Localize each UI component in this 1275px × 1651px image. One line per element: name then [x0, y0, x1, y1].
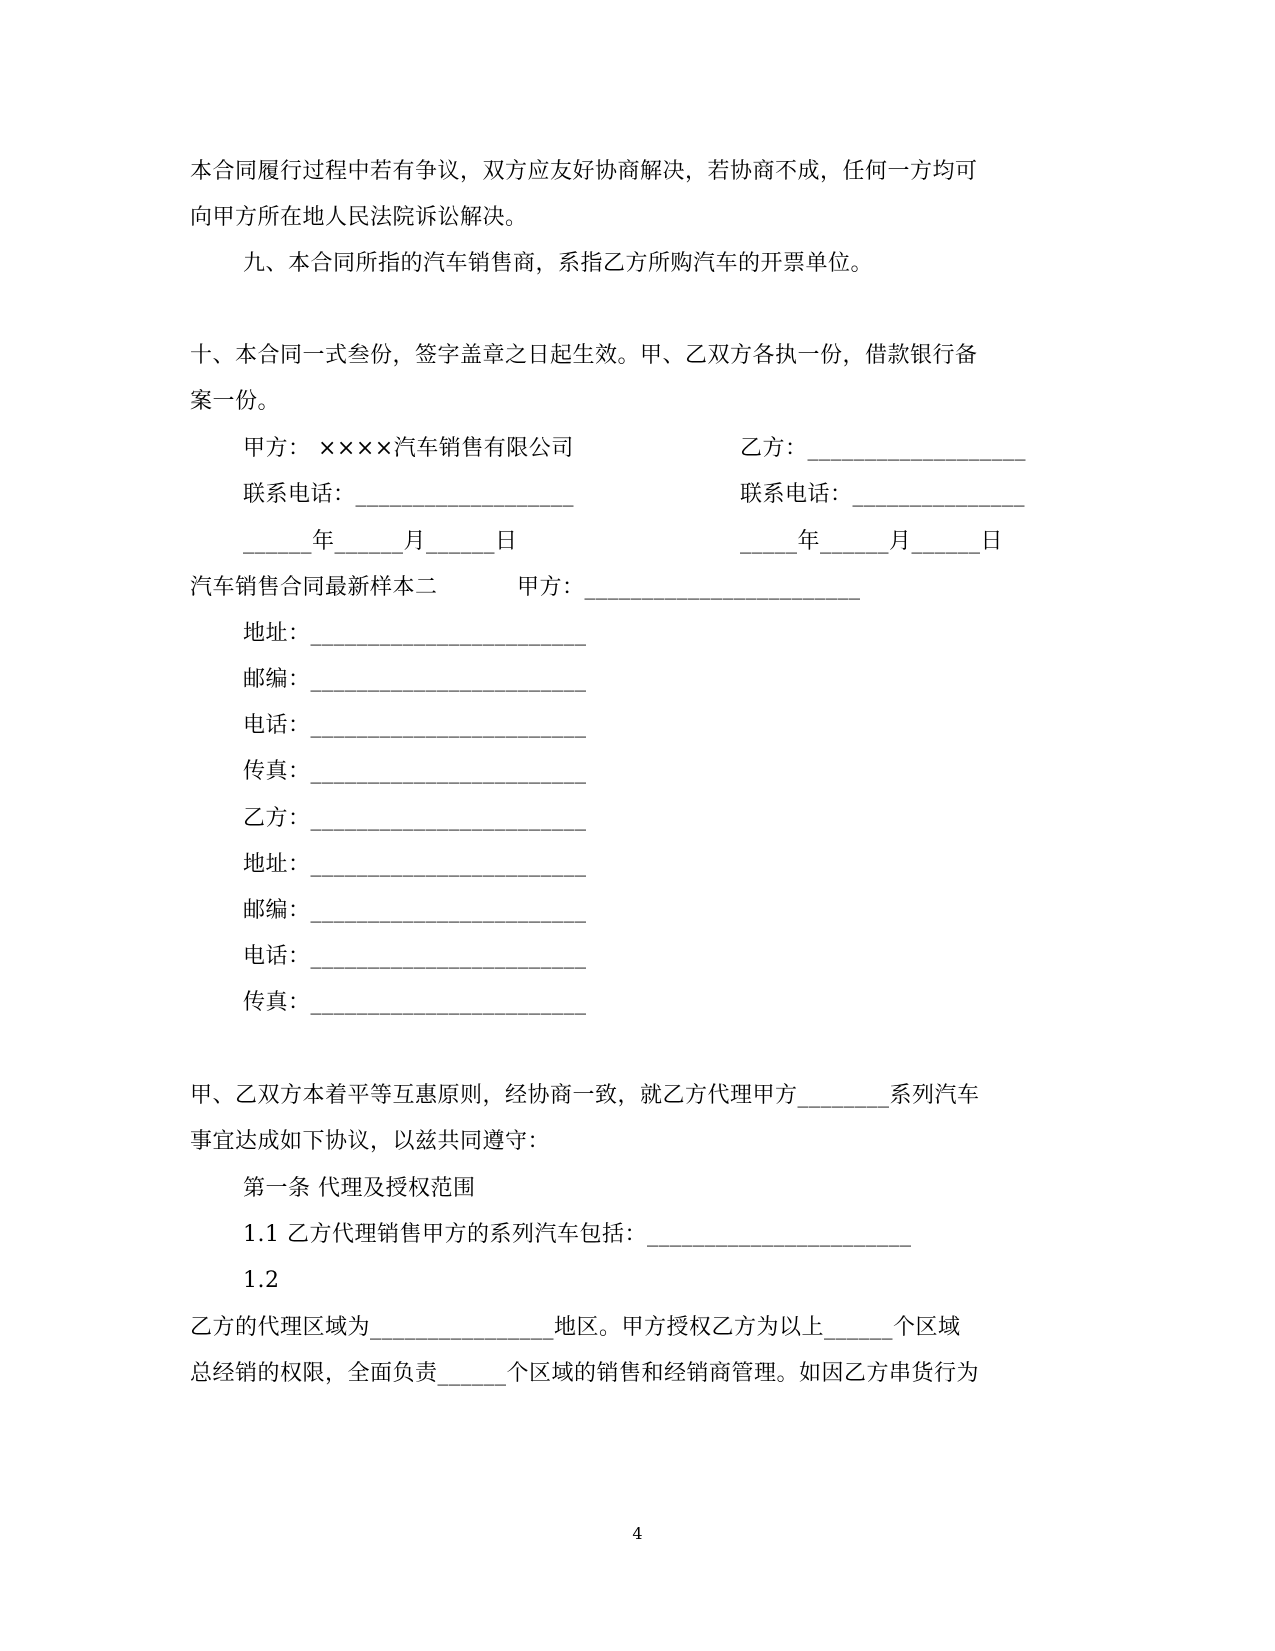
signature-phone-a: 联系电话：___________________	[243, 482, 575, 507]
party-a-phone: 电话：________________________	[243, 713, 587, 738]
clause-1-1: 1.1 乙方代理销售甲方的系列汽车包括：_______________________	[243, 1222, 912, 1247]
paragraph-dispute-line1: 本合同履行过程中若有争议，双方应友好协商解决，若协商不成，任何一方均可	[190, 159, 978, 184]
signature-phone-b: 联系电话：_______________	[740, 482, 1026, 507]
article-one-title: 第一条 代理及授权范围	[243, 1176, 476, 1201]
sample-two-party-a: 甲方：________________________	[517, 575, 861, 600]
signature-party-a: 甲方： ××××汽车销售有限公司	[243, 436, 574, 461]
party-b-fax: 传真：________________________	[243, 990, 587, 1015]
page-number: 4	[632, 1524, 643, 1543]
paragraph-clause-nine: 九、本合同所指的汽车销售商，系指乙方所购汽车的开票单位。	[243, 251, 874, 276]
sample-two-title: 汽车销售合同最新样本二	[190, 575, 438, 600]
signature-date-b: _____年______月______日	[740, 529, 1004, 554]
paragraph-dispute-line2: 向甲方所在地人民法院诉讼解决。	[190, 205, 528, 230]
party-b-address: 地址：________________________	[243, 852, 587, 877]
paragraph-clause-ten-line1: 十、本合同一式叁份，签字盖章之日起生效。甲、乙双方各执一份，借款银行备	[190, 343, 978, 368]
agreement-intro-line1: 甲、乙双方本着平等互惠原则，经协商一致，就乙方代理甲方________系列汽车	[190, 1083, 980, 1108]
party-b-postcode: 邮编：________________________	[243, 898, 587, 923]
agreement-intro-line2: 事宜达成如下协议，以兹共同遵守：	[190, 1129, 551, 1154]
signature-date-a: ______年______月______日	[243, 529, 518, 554]
party-a-postcode: 邮编：________________________	[243, 667, 587, 692]
region-line1: 乙方的代理区域为________________地区。甲方授权乙方为以上______个区域	[190, 1315, 961, 1340]
clause-1-2: 1.2	[243, 1268, 280, 1293]
party-a-address: 地址：________________________	[243, 621, 587, 646]
party-b-phone: 电话：________________________	[243, 944, 587, 969]
party-a-fax: 传真：________________________	[243, 759, 587, 784]
party-b-label: 乙方：________________________	[243, 806, 587, 831]
paragraph-clause-ten-line2: 案一份。	[190, 389, 281, 414]
region-line2: 总经销的权限，全面负责______个区域的销售和经销商管理。如因乙方串货行为	[190, 1361, 980, 1386]
signature-party-b: 乙方：___________________	[740, 436, 1027, 461]
